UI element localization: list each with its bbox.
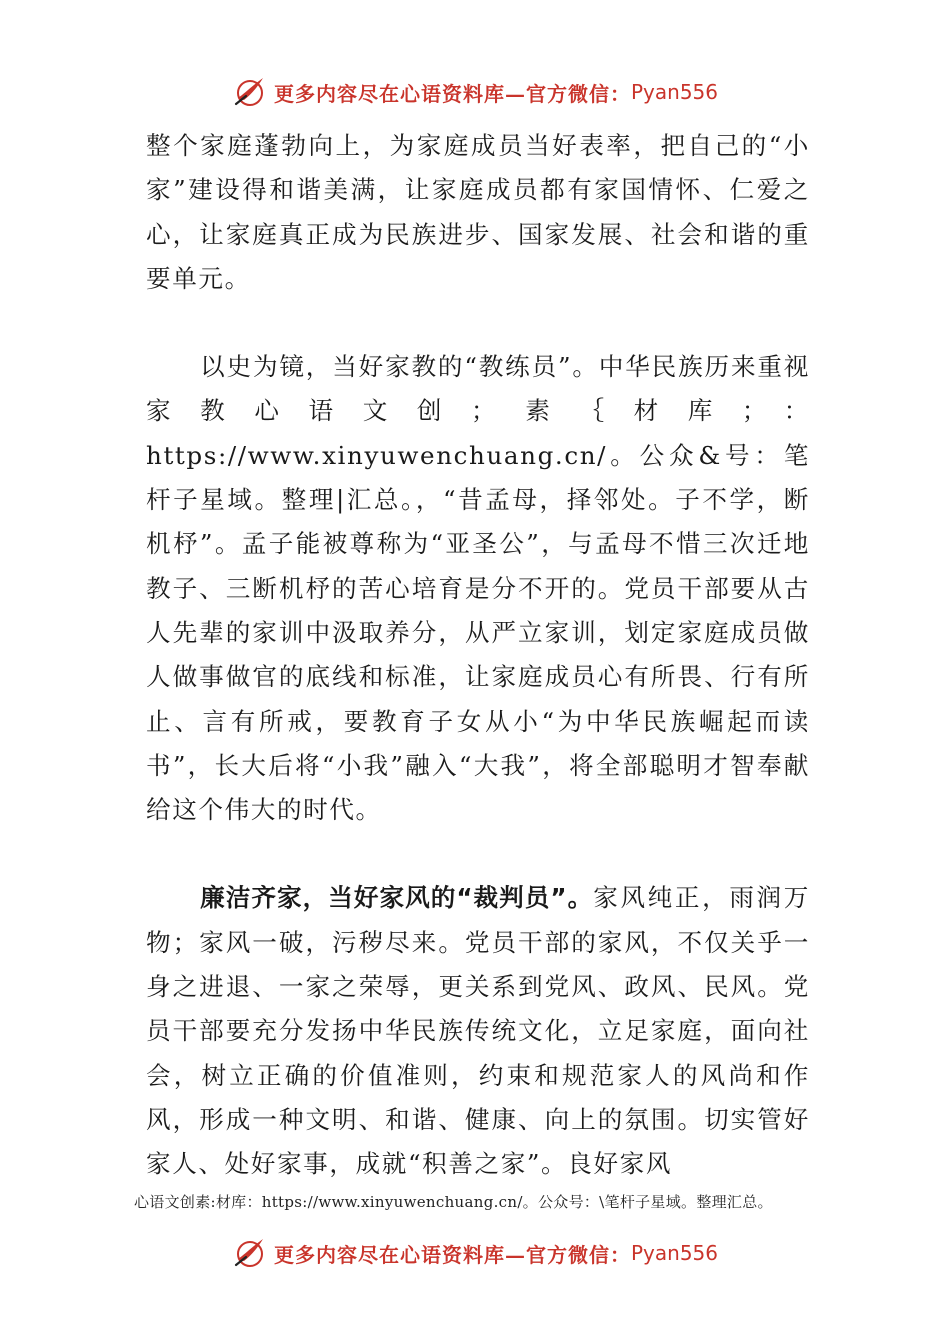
paragraph-2 [146, 345, 810, 832]
paragraph-2-text: 以史为镜，当好家教的“教练员”。中华民族历来重视家教心语文创；素｛材库；：https://www.xinyuwenchuang.cn/。公众&号：笔杆子星域。整理|汇总。，“昔孟母，择邻处。子不学，断机杼”。孟子能被尊称为“亚圣公”，与孟母不惜三次迁地教子、三断机杼的苦心培育是分不开的。党员干部要从古人先辈的家训中汲取养分，从严立家训，划定家庭成员做人做事做官的底线和标准，让家庭成员心有所畏、行有所止、言有所戒，要教育子女从小“为中华民族崛起而读书”，长大后将“小我”融入“大我”，将全部聪明才智奉献给这个伟大的时代。 [146, 352, 810, 825]
banner-text: 更多内容尽在心语资料库—官方微信： [273, 81, 631, 106]
feather-quill-logo-icon [232, 1235, 268, 1271]
paragraph-3 [146, 876, 810, 1186]
header-banner [0, 72, 950, 112]
paragraph-3-lead: 廉洁齐家，当好家风的“裁判员”。 [200, 883, 594, 913]
banner-wechat-id: Pyan556 [630, 1241, 718, 1265]
banner-text: 更多内容尽在心语资料库—官方微信： [273, 1242, 631, 1267]
footer-banner [0, 1233, 950, 1273]
paragraph-1-text: 整个家庭蓬勃向上，为家庭成员当好表率，把自己的“小家”建设得和谐美满，让家庭成员都有家国情怀、仁爱之心，让家庭真正成为民族进步、国家发展、社会和谐的重要单元。 [146, 131, 810, 293]
paragraph-3-text: 家风纯正，雨润万物；家风一破，污秽尽来。党员干部的家风，不仅关乎一身之进退、一家之荣辱，更关系到党风、政风、民风。党员干部要充分发扬中华民族传统文化，立足家庭，面向社会，树立正确的价值准则，约束和规范家人的风尚和作风，形成一种文明、和谐、健康、向上的氛围。切实管好家人、处好家事，成就“积善之家”。良好家风 [146, 883, 810, 1179]
banner-wechat-id: Pyan556 [630, 80, 718, 104]
document-body [146, 124, 810, 1187]
footer-note: 心语文创素:材库：https://www.xinyuwenchuang.cn/。公众号：\笔杆子星域。整理汇总。 [134, 1193, 773, 1211]
feather-quill-logo-icon [232, 74, 268, 110]
paragraph-1 [146, 124, 810, 301]
